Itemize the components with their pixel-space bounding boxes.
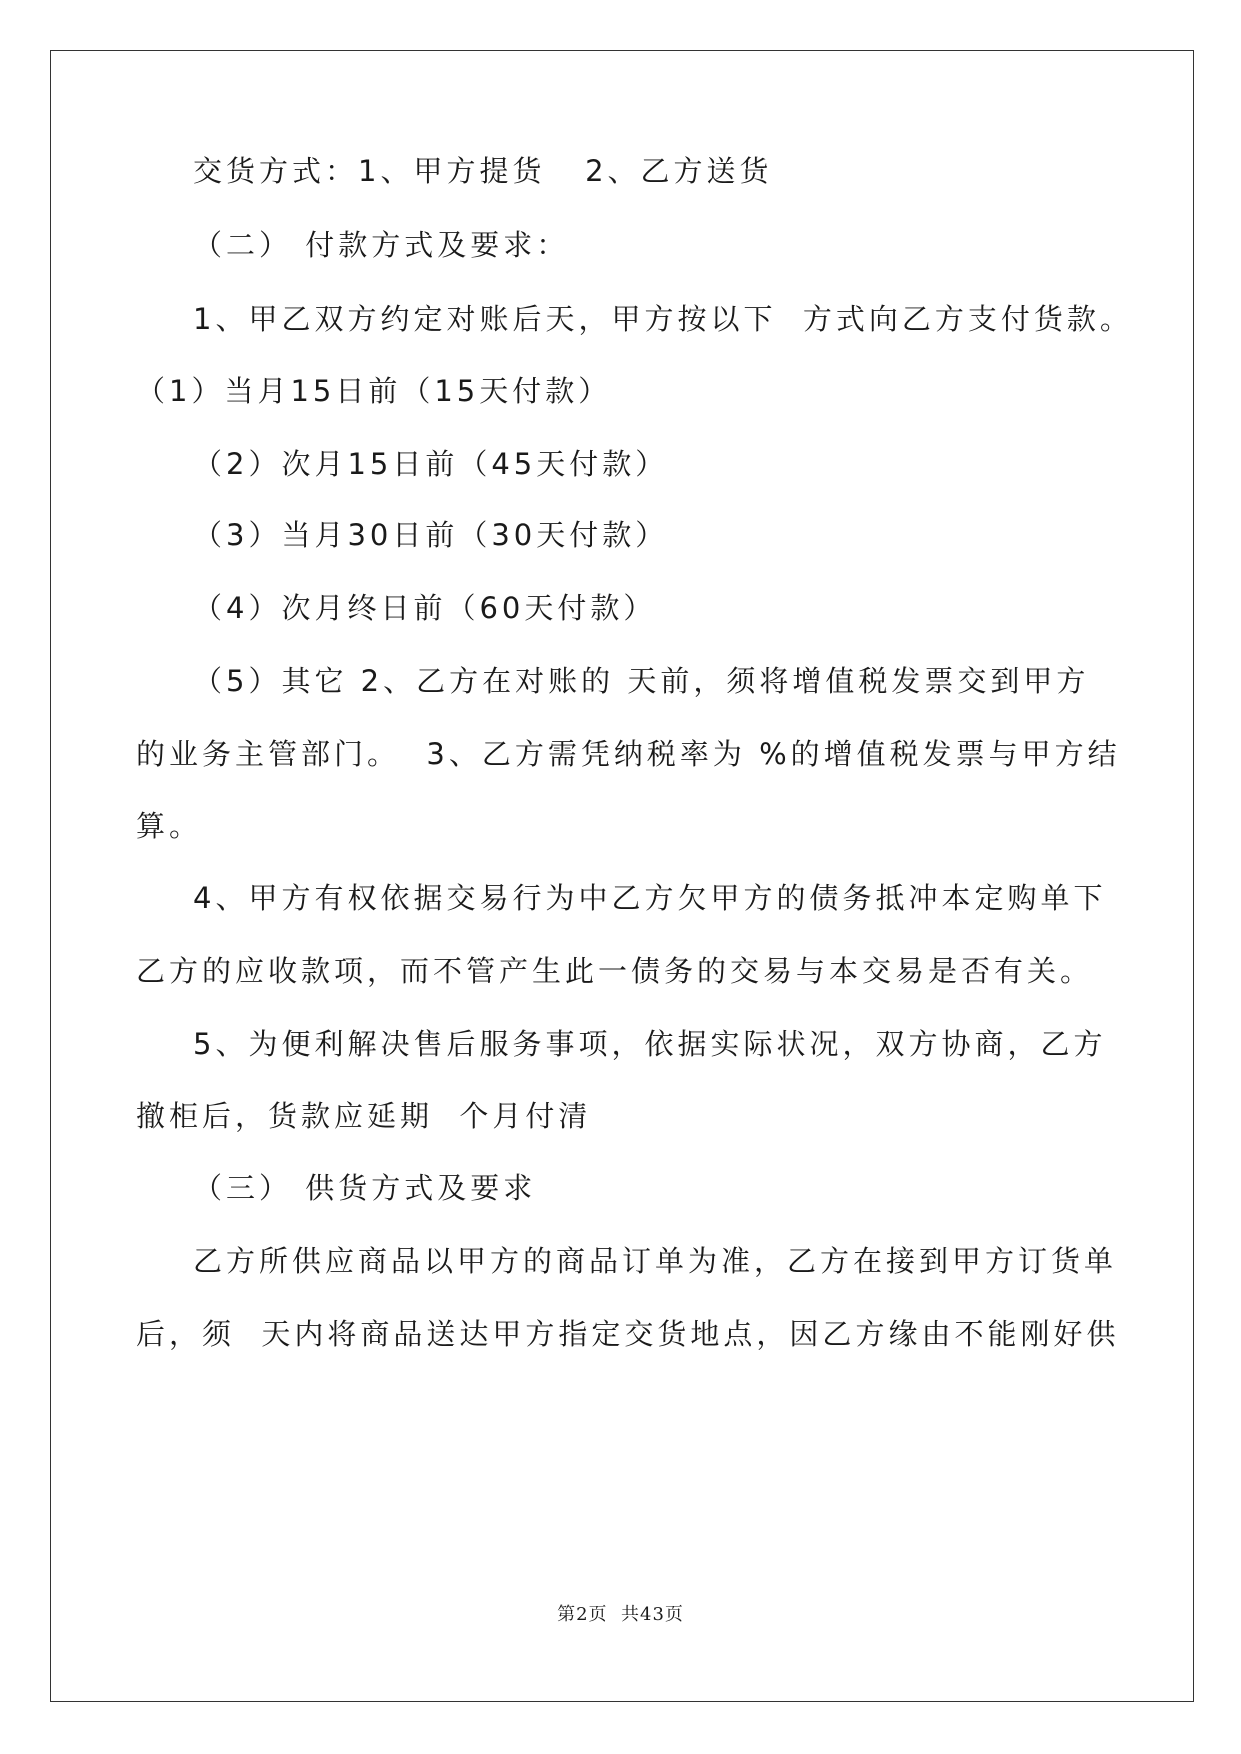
- page-border: [50, 50, 1194, 1702]
- text-line-option-1: （1）当月15日前（15天付款）: [136, 374, 612, 408]
- text-line-clause-5: 5、为便利解决售后服务事项，依据实际状况，双方协商，乙方: [193, 1027, 1107, 1061]
- text-line-option-3: （3）当月30日前（30天付款）: [193, 518, 669, 552]
- text-line-clause-4: 4、甲方有权依据交易行为中乙方欠甲方的债务抵冲本定购单下: [193, 881, 1107, 915]
- text-line-option-5: （5）其它 2、乙方在对账的 天前，须将增值税发票交到甲方: [193, 664, 1090, 698]
- text-line-clause-1: 1、甲乙双方约定对账后天，甲方按以下 方式向乙方支付货款。: [193, 302, 1133, 336]
- text-line-section-three-heading: （三） 供货方式及要求: [193, 1171, 537, 1205]
- page-number-footer: 第2页 共43页: [557, 1604, 684, 1625]
- text-line-clause-5-cont: 撤柜后，货款应延期 个月付清: [136, 1099, 592, 1133]
- text-line-clause-3: 的业务主管部门。 3、乙方需凭纳税率为 %的增值税发票与甲方结: [136, 737, 1121, 771]
- text-line-section-two-heading: （二） 付款方式及要求：: [193, 228, 570, 262]
- text-line-delivery-method: 交货方式：1、甲方提货 2、乙方送货: [193, 154, 773, 188]
- text-line-option-4: （4）次月终日前（60天付款）: [193, 591, 657, 625]
- text-line-option-2: （2）次月15日前（45天付款）: [193, 447, 669, 481]
- text-line-supply-paragraph: 乙方所供应商品以甲方的商品订单为准，乙方在接到甲方订货单: [193, 1244, 1118, 1278]
- text-line-supply-paragraph-cont: 后，须 天内将商品送达甲方指定交货地点，因乙方缘由不能刚好供: [136, 1317, 1120, 1351]
- text-line-clause-4-cont: 乙方的应收款项，而不管产生此一债务的交易与本交易是否有关。: [136, 954, 1094, 988]
- text-line-clause-3-end: 算。: [136, 809, 203, 843]
